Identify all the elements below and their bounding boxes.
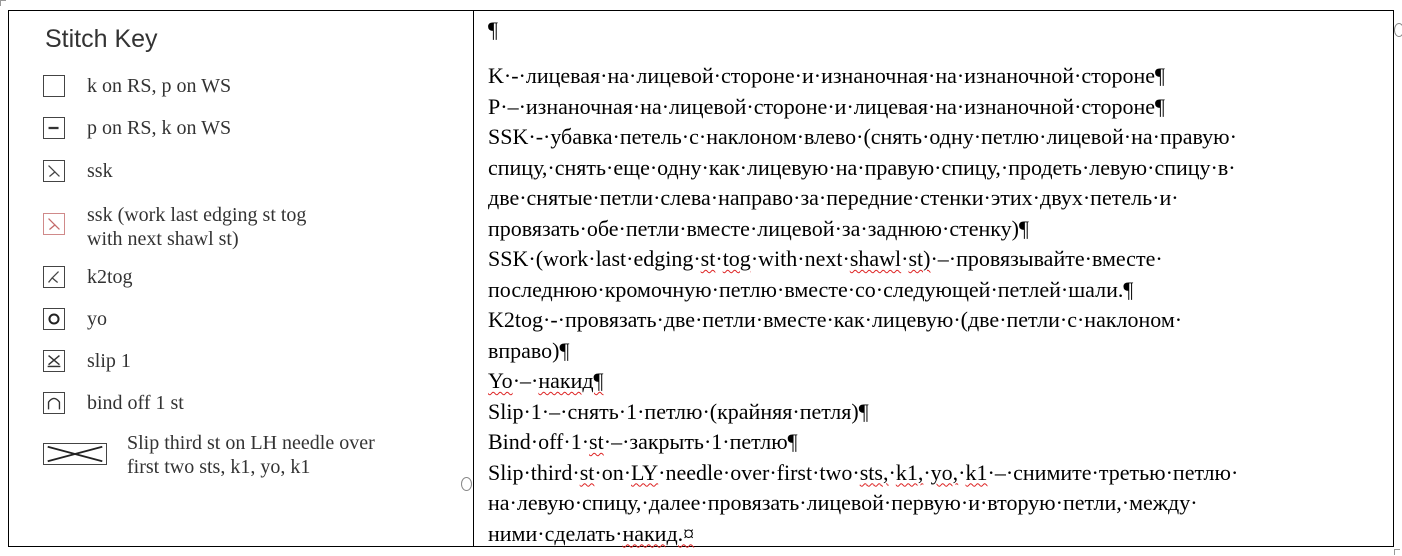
k2tog-icon xyxy=(43,266,65,288)
key-item-ssk-edging xyxy=(43,203,306,251)
key-label-line: first two sts, k1, yo, k1 xyxy=(127,456,311,478)
description-line: P·–·изнаночная·на·лицевой·стороне·и·лицевая·на·изнаночной·стороне¶ xyxy=(488,93,1166,119)
key-label: k2tog xyxy=(87,266,133,288)
description-line: спицу,·снять·еще·одну·как·лицевую·на·правую·спицу,·продеть·левую·спицу·в· xyxy=(488,154,1236,180)
description-line: SSK·(work·last·edging·st·tog·with·next·shawl·st)·–·провязывайте·вместе· xyxy=(488,246,1163,271)
bind-off-icon xyxy=(43,392,65,414)
slip-icon xyxy=(43,350,65,372)
key-label-line: with next shawl st) xyxy=(87,228,239,250)
key-item-k2tog xyxy=(43,265,133,289)
description-line: Yo·–·накид¶ xyxy=(488,368,604,393)
cable-cross-icon xyxy=(43,443,107,465)
key-label: p on RS, k on WS xyxy=(87,117,232,139)
key-label: ssk xyxy=(87,160,113,182)
column-resize-handle[interactable] xyxy=(461,477,472,491)
description-line: провязать·обе·петли·вместе·лицевой·за·заднюю·стенку)¶ xyxy=(488,215,1029,241)
description-line: K·-·лицевая·на·лицевой·стороне·и·изнаночная·на·изнаночной·стороне¶ xyxy=(488,63,1165,88)
key-label: k on RS, p on WS xyxy=(87,75,232,97)
description-line: K2tog·-·провязать·две·петли·вместе·как·лицевую·(две·петли·с·наклоном· xyxy=(488,307,1183,332)
key-item-knit xyxy=(43,74,231,98)
key-item-slip xyxy=(43,349,131,373)
description-line: последнюю·кромочную·петлю·вместе·со·следующей·петлей·шали.¶ xyxy=(488,276,1134,302)
description-line: Slip·1·–·снять·1·петлю·(крайняя·петля)¶ xyxy=(488,398,869,424)
key-label: slip 1 xyxy=(87,350,131,372)
row-end-marker xyxy=(1394,23,1402,37)
key-label-line: Slip third st on LH needle over xyxy=(127,432,375,454)
corner-mark xyxy=(1394,549,1400,555)
minus-square-icon xyxy=(43,117,65,139)
blank-square-icon xyxy=(43,75,65,97)
ssk-icon xyxy=(43,160,65,182)
key-label: yo xyxy=(87,308,107,330)
paragraph-mark: ¶ xyxy=(488,17,498,42)
stitch-descriptions xyxy=(488,61,1348,549)
key-label-line: ssk (work last edging st tog xyxy=(87,204,307,226)
description-cell[interactable] xyxy=(474,11,1393,546)
key-label: bind off 1 st xyxy=(87,392,184,414)
key-item-yo xyxy=(43,307,107,331)
key-item-bind-off xyxy=(43,391,184,415)
key-item-cable-cross xyxy=(43,431,375,479)
yo-icon xyxy=(43,308,65,330)
ssk-edging-icon xyxy=(43,213,65,235)
key-item-purl xyxy=(43,116,231,140)
description-line: Bind·off·1·st·–·закрыть·1·петлю¶ xyxy=(488,429,798,454)
document-table xyxy=(8,10,1394,547)
key-item-ssk xyxy=(43,159,113,183)
corner-mark xyxy=(0,0,6,6)
description-line: на·левую·спицу,·далее·провязать·лицевой·первую·и·вторую·петли,·между· xyxy=(488,490,1198,515)
stitch-key-title: Stitch Key xyxy=(45,25,158,53)
description-line: ними·сделать·накид.¤ xyxy=(488,520,695,546)
description-line: SSK·-·убавка·петель·с·наклоном·влево·(снять·одну·петлю·лицевой·на·правую· xyxy=(488,124,1237,149)
description-line: вправо)¶ xyxy=(488,337,570,363)
description-line: Slip·third·st·on·LY·needle·over·first·two·sts,·k1,·yo,·k1·–·снимите·третью·петлю· xyxy=(488,459,1239,485)
description-line: две·снятые·петли·слева·направо·за·передние·стенки·этих·двух·петель·и· xyxy=(488,185,1179,210)
stitch-key-cell[interactable] xyxy=(9,11,474,546)
